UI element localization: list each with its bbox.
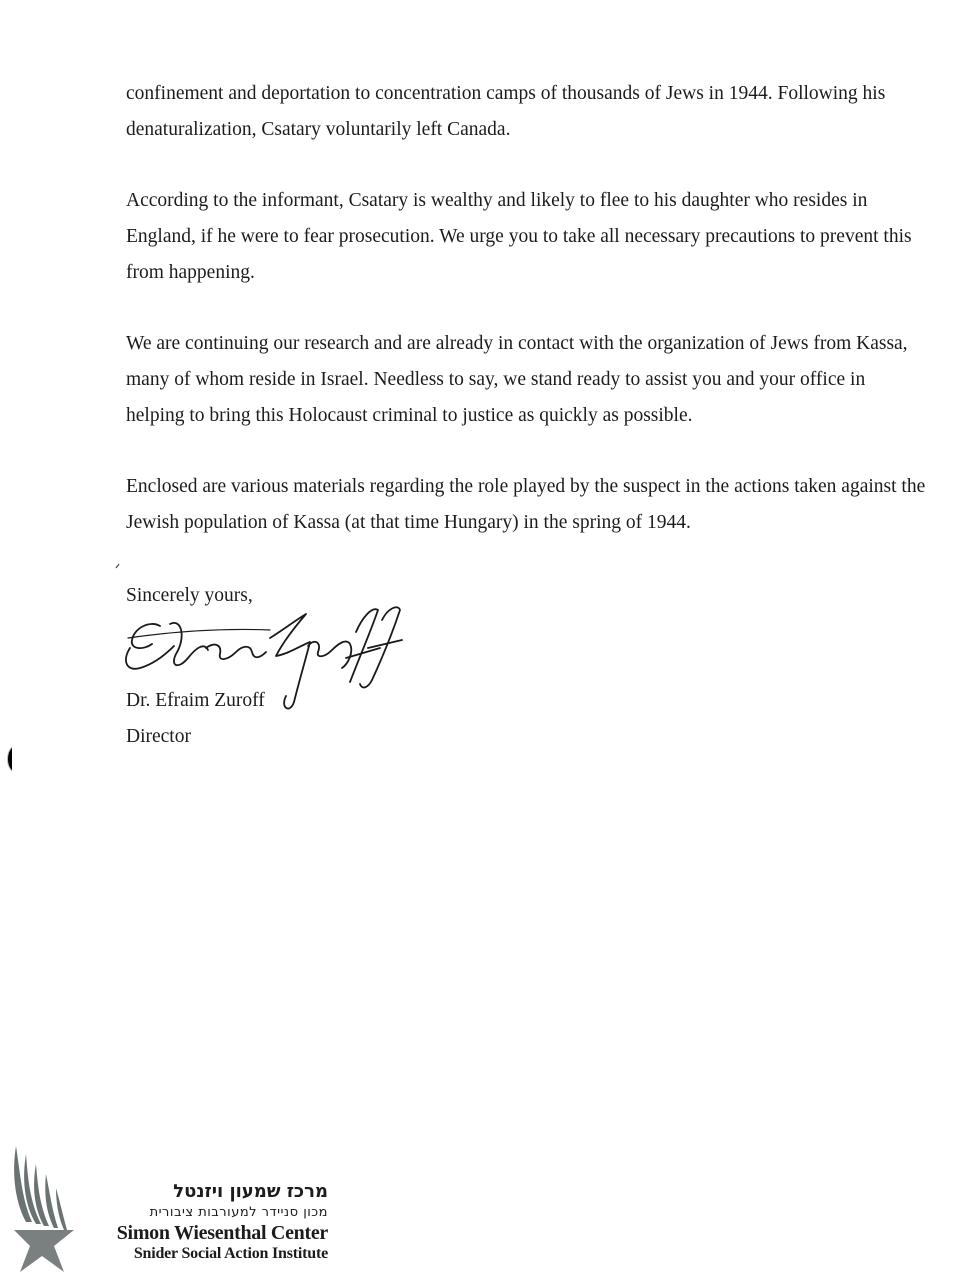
text-line: many of whom reside in Israel. Needless to say, we stand ready to assist you and your office in xyxy=(126,369,866,390)
hebrew-center-name: מרכז שמעון ויזנטל xyxy=(173,1181,328,1202)
organization-name: Simon Wiesenthal Center xyxy=(116,1222,328,1244)
text-line: confinement and deportation to concentration camps of thousands of Jews in 1944. Following his xyxy=(126,83,886,104)
flame-star-logo-icon xyxy=(8,1140,80,1275)
letterhead-footer xyxy=(0,1140,400,1280)
text-line: Enclosed are various materials regarding the role played by the suspect in the actions taken against the xyxy=(126,476,926,497)
text-line: According to the informant, Csatary is wealthy and likely to flee to his daughter who resides in xyxy=(126,190,868,211)
scan-artifact xyxy=(114,562,122,570)
footer-text-block xyxy=(84,1180,328,1264)
hebrew-institute-name: מכון סניידר למעורבות ציבורית xyxy=(149,1205,328,1220)
signer-title: Director xyxy=(126,726,191,747)
text-line: We are continuing our research and are already in contact with the organization of Jews from Kassa, xyxy=(126,333,908,354)
text-line: denaturalization, Csatary voluntarily left Canada. xyxy=(126,119,511,140)
text-line: helping to bring this Holocaust criminal to justice as quickly as possible. xyxy=(126,405,693,426)
closing-salutation: Sincerely yours, xyxy=(126,585,253,606)
text-line: from happening. xyxy=(126,262,255,283)
text-line: Jewish population of Kassa (at that time Hungary) in the spring of 1944. xyxy=(126,512,691,533)
letter-paragraph-2 xyxy=(126,183,956,291)
institute-name: Snider Social Action Institute xyxy=(133,1245,328,1262)
scan-artifact xyxy=(2,745,16,773)
letter-paragraph-1 xyxy=(126,76,956,148)
text-line: England, if he were to fear prosecution. We urge you to take all necessary precautions to prevent this xyxy=(126,226,912,247)
signer-name: Dr. Efraim Zuroff xyxy=(126,690,265,711)
letter-paragraph-4 xyxy=(126,469,956,541)
letter-paragraph-3 xyxy=(126,326,956,434)
